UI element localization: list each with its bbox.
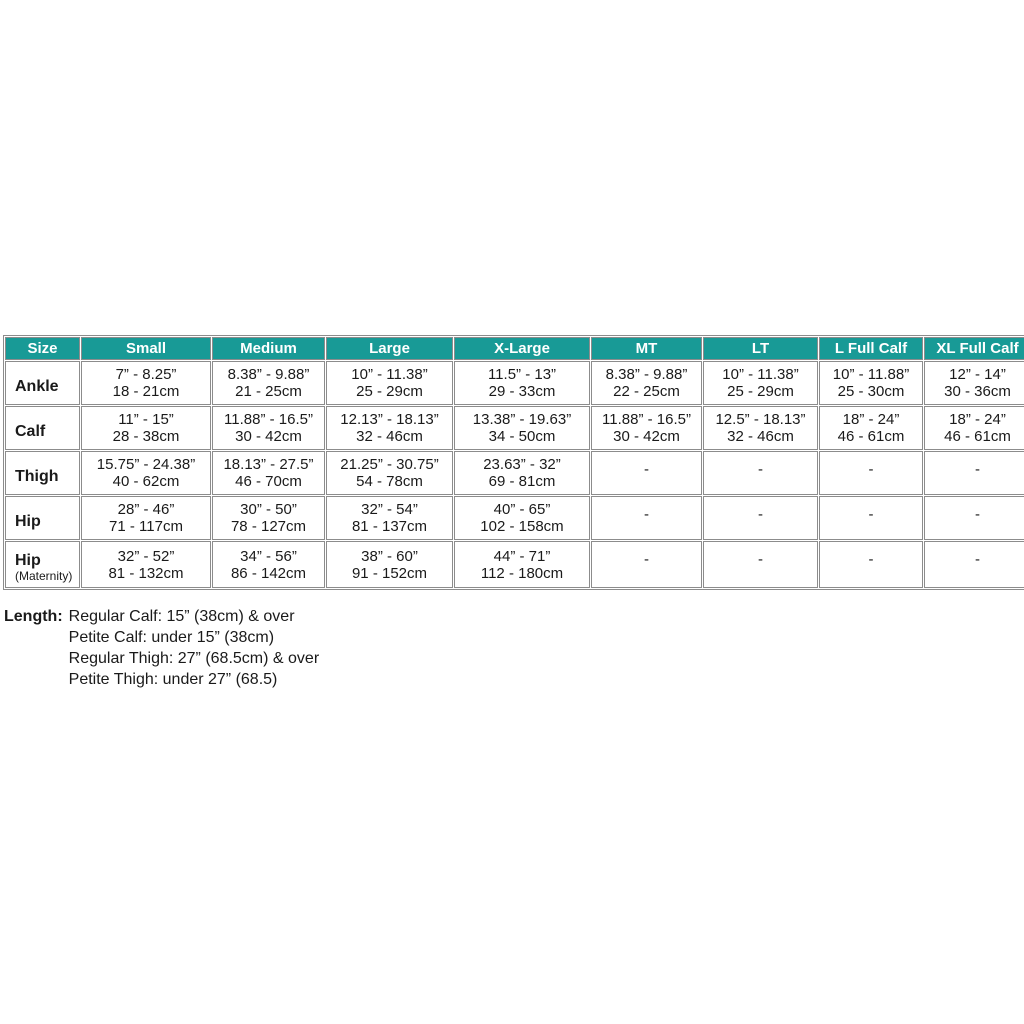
size-chart-header [5,337,1024,360]
column-header-size: Size [5,337,80,360]
cell-cm: 46 - 61cm [944,428,1011,445]
cell-hip-maternity-x-large [454,541,590,588]
row-label-text: Hip [15,552,41,569]
row-sublabel-text: (Maternity) [15,569,73,583]
cell-inches: 8.38” - 9.88” [227,366,310,383]
cell-inches: 11.5” - 13” [487,366,557,383]
column-header-lt: LT [703,337,818,360]
cell-inches: 38” - 60” [361,547,418,565]
cell-hip-l-full-calf [819,496,923,540]
cell-cm: 78 - 127cm [230,518,307,535]
cell-ankle-medium [212,361,325,405]
cell-cm: 69 - 81cm [488,473,556,490]
cell-thigh-lt [703,451,818,495]
column-header-large: Large [326,337,453,360]
cell-thigh-small [81,451,211,495]
row-label-text: Calf [15,422,46,440]
cell-hip-large [326,496,453,540]
cell-hip-small [81,496,211,540]
cell-inches: 10” - 11.88” [832,366,910,383]
cell-thigh-xl-full-calf [924,451,1024,495]
cell-cm: 22 - 25cm [613,383,680,400]
cell-cm: 91 - 152cm [351,564,428,582]
row-label-text: Thigh [15,467,59,485]
table-row-thigh [5,451,1024,495]
cell-hip-maternity-lt [703,541,818,588]
table-row-hip-maternity [5,541,1024,588]
cell-inches: 7” - 8.25” [115,366,177,383]
cell-inches: 12” - 14” [949,366,1006,383]
cell-cm: 112 - 180cm [480,564,564,582]
cell-hip-xl-full-calf [924,496,1024,540]
cell-calf-xl-full-calf [924,406,1024,450]
table-row-ankle [5,361,1024,405]
note-line-petite-calf: Petite Calf: under 15” (38cm) [68,629,275,646]
column-header-mt: MT [591,337,702,360]
cell-calf-large [326,406,453,450]
table-row-calf [5,406,1024,450]
cell-thigh-mt [591,451,702,495]
cell-cm: 28 - 38cm [112,428,180,445]
cell-cm: 32 - 46cm [727,428,794,445]
cell-hip-medium [212,496,325,540]
size-chart [3,335,1021,590]
cell-inches: 12.13” - 18.13” [340,411,439,428]
cell-calf-small [81,406,211,450]
row-label-text: Ankle [15,377,59,395]
cell-inches: 10” - 11.38” [722,366,799,383]
cell-ankle-xl-full-calf [924,361,1024,405]
cell-inches: 12.5” - 18.13” [715,411,806,428]
cell-cm: 30 - 42cm [235,428,302,445]
cell-hip-mt [591,496,702,540]
row-label-hip-maternity [5,541,80,588]
cell-thigh-medium [212,451,325,495]
cell-inches: 11.88” - 16.5” [602,411,691,428]
cell-inches: 13.38” - 19.63” [472,411,572,428]
column-header-x-large: X-Large [454,337,590,360]
cell-cm: 81 - 132cm [108,564,184,582]
cell-dash: - [758,551,763,568]
row-label-ankle [5,361,80,405]
cell-cm: 86 - 142cm [230,564,307,582]
cell-dash: - [868,551,874,568]
cell-hip-maternity-small [81,541,211,588]
cell-inches: 11” - 15” [118,411,174,428]
cell-inches: 21.25” - 30.75” [340,456,439,473]
note-line-petite-thigh: Petite Thigh: under 27” (68.5) [68,671,278,688]
cell-dash: - [644,461,649,478]
cell-hip-lt [703,496,818,540]
cell-cm: 34 - 50cm [488,428,556,445]
length-notes-label: Length: [4,608,63,625]
cell-inches: 11.88” - 16.5” [224,411,313,428]
cell-calf-lt [703,406,818,450]
cell-cm: 29 - 33cm [488,383,556,400]
cell-dash: - [868,461,874,478]
cell-hip-maternity-mt [591,541,702,588]
header-row [5,337,1024,360]
cell-cm: 25 - 29cm [727,383,794,400]
cell-inches: 40” - 65” [493,501,551,518]
cell-dash: - [868,506,874,523]
cell-cm: 30 - 36cm [944,383,1011,400]
cell-hip-maternity-medium [212,541,325,588]
cell-dash: - [975,551,980,568]
cell-cm: 46 - 61cm [837,428,905,445]
cell-cm: 54 - 78cm [356,473,423,490]
cell-inches: 18” - 24” [949,411,1006,428]
cell-ankle-lt [703,361,818,405]
size-chart-table [3,335,1024,590]
cell-calf-medium [212,406,325,450]
cell-hip-maternity-l-full-calf [819,541,923,588]
column-header-l-full-calf: L Full Calf [819,337,923,360]
cell-dash: - [758,461,763,478]
cell-cm: 46 - 70cm [235,473,302,490]
cell-dash: - [644,551,649,568]
cell-inches: 18” - 24” [842,411,900,428]
table-row-hip [5,496,1024,540]
cell-inches: 30” - 50” [240,501,297,518]
cell-hip-maternity-large [326,541,453,588]
cell-inches: 10” - 11.38” [351,366,428,383]
cell-dash: - [975,461,980,478]
cell-hip-maternity-xl-full-calf [924,541,1024,588]
cell-inches: 28” - 46” [117,501,175,518]
row-label-thigh [5,451,80,495]
cell-calf-l-full-calf [819,406,923,450]
row-label-hip [5,496,80,540]
column-header-medium: Medium [212,337,325,360]
cell-thigh-large [326,451,453,495]
size-chart-body [5,361,1024,588]
cell-inches: 32” - 54” [361,501,418,518]
cell-dash: - [644,506,649,523]
cell-cm: 102 - 158cm [480,518,564,535]
cell-inches: 8.38” - 9.88” [605,366,688,383]
row-label-calf [5,406,80,450]
cell-inches: 23.63” - 32” [483,456,561,473]
note-line-regular-thigh: Regular Thigh: 27” (68.5cm) & over [68,650,320,667]
cell-inches: 44” - 71” [493,547,551,565]
cell-dash: - [758,506,763,523]
cell-ankle-l-full-calf [819,361,923,405]
cell-cm: 25 - 29cm [356,383,423,400]
cell-inches: 15.75” - 24.38” [96,456,196,473]
cell-ankle-small [81,361,211,405]
note-line-regular-calf: Regular Calf: 15” (38cm) & over [68,608,295,625]
cell-dash: - [975,506,980,523]
cell-cm: 40 - 62cm [112,473,180,490]
cell-thigh-l-full-calf [819,451,923,495]
cell-calf-x-large [454,406,590,450]
cell-cm: 18 - 21cm [112,383,180,400]
cell-ankle-x-large [454,361,590,405]
cell-ankle-mt [591,361,702,405]
cell-cm: 30 - 42cm [613,428,680,445]
cell-thigh-x-large [454,451,590,495]
cell-cm: 81 - 137cm [351,518,428,535]
cell-hip-x-large [454,496,590,540]
length-notes-lines [69,606,319,690]
cell-inches: 34” - 56” [240,547,297,565]
cell-cm: 21 - 25cm [235,383,302,400]
cell-cm: 25 - 30cm [837,383,905,400]
cell-cm: 71 - 117cm [109,518,183,535]
row-label-text: Hip [15,512,41,530]
cell-inches: 18.13” - 27.5” [223,456,314,473]
cell-cm: 32 - 46cm [356,428,423,445]
cell-calf-mt [591,406,702,450]
column-header-small: Small [81,337,211,360]
column-header-xl-full-calf: XL Full Calf [924,337,1024,360]
cell-ankle-large [326,361,453,405]
cell-inches: 32” - 52” [117,547,175,565]
length-notes [4,606,319,690]
